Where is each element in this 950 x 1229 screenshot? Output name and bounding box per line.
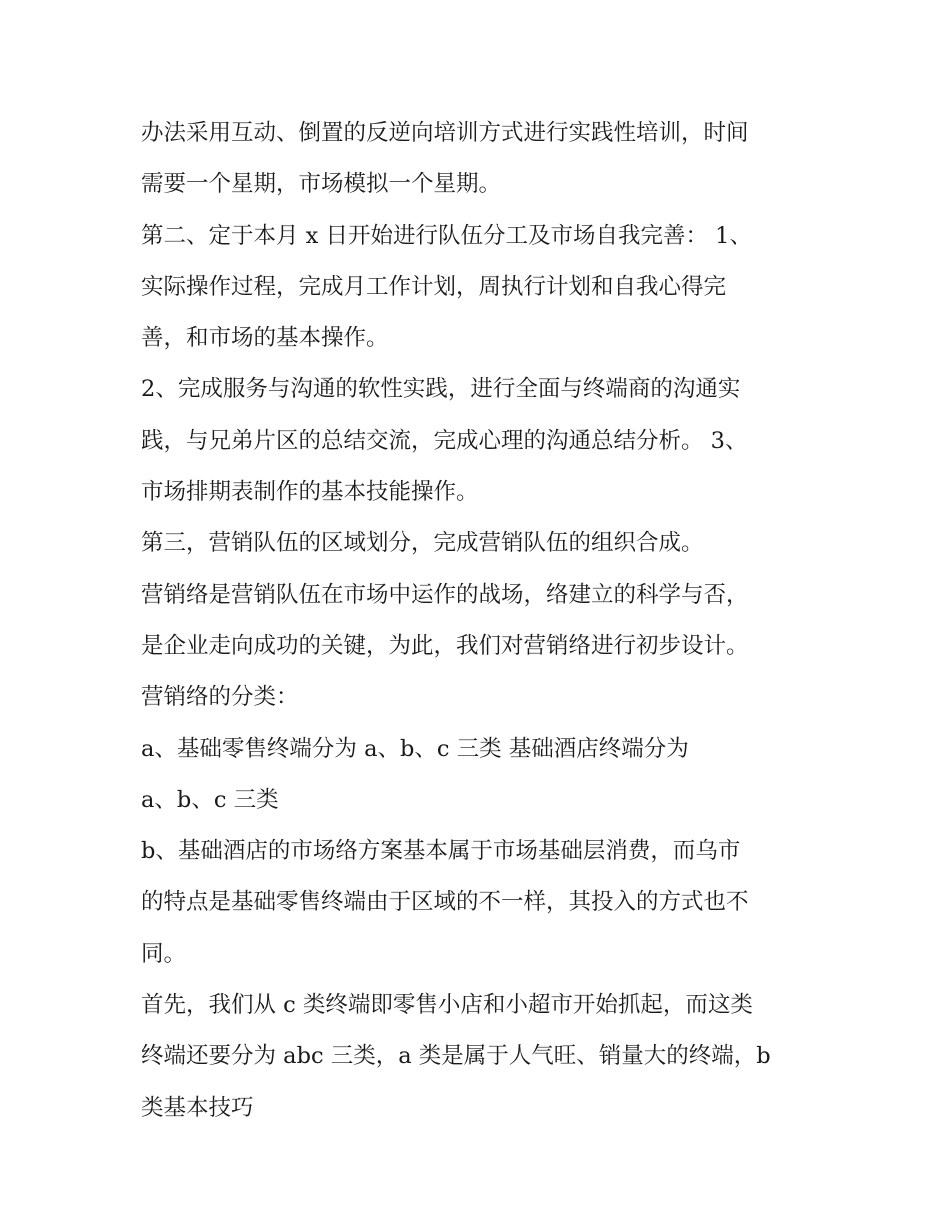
text-line: 第二、定于本月 x 日开始进行队伍分工及市场自我完善： 1、: [141, 222, 752, 249]
body-text: [141, 108, 821, 1134]
text-line: 营销络的分类：: [141, 684, 299, 711]
text-line: b、基础酒店的市场络方案基本属于市场基础层消费，而乌市: [141, 838, 741, 865]
text-line: 是企业走向成功的关键，为此，我们对营销络进行初步设计。: [141, 632, 749, 659]
text-line: 的特点是基础零售终端由于区域的不一样，其投入的方式也不: [141, 889, 749, 916]
text-line: 终端还要分为 abc 三类，a 类是属于人气旺、销量大的终端，b: [141, 1043, 771, 1070]
text-line: 需要一个星期，市场模拟一个星期。: [141, 171, 502, 198]
text-line: 践，与兄弟片区的总结交流，完成心理的沟通总结分析。 3、: [141, 427, 748, 454]
text-line: 同。: [141, 940, 187, 967]
text-line: 善，和市场的基本操作。: [141, 325, 389, 352]
text-line: a、b、c 三类: [141, 786, 279, 813]
text-line: 类基本技巧: [141, 1094, 254, 1121]
text-line: 办法采用互动、倒置的反逆向培训方式进行实践性培训，时间: [141, 120, 749, 146]
text-line: 2、完成服务与沟通的软性实践，进行全面与终端商的沟通实: [141, 376, 741, 403]
text-line: 首先，我们从 c 类终端即零售小店和小超市开始抓起，而这类: [141, 992, 753, 1019]
text-line: 实际操作过程，完成月工作计划，周执行计划和自我心得完: [141, 273, 727, 300]
text-line: 第三，营销队伍的区域划分，完成营销队伍的组织合成。: [141, 530, 704, 557]
text-line: a、基础零售终端分为 a、b、c 三类 基础酒店终端分为: [141, 735, 689, 762]
text-line: 营销络是营销队伍在市场中运作的战场，络建立的科学与否，: [141, 581, 749, 608]
text-line: 市场排期表制作的基本技能操作。: [141, 479, 479, 506]
